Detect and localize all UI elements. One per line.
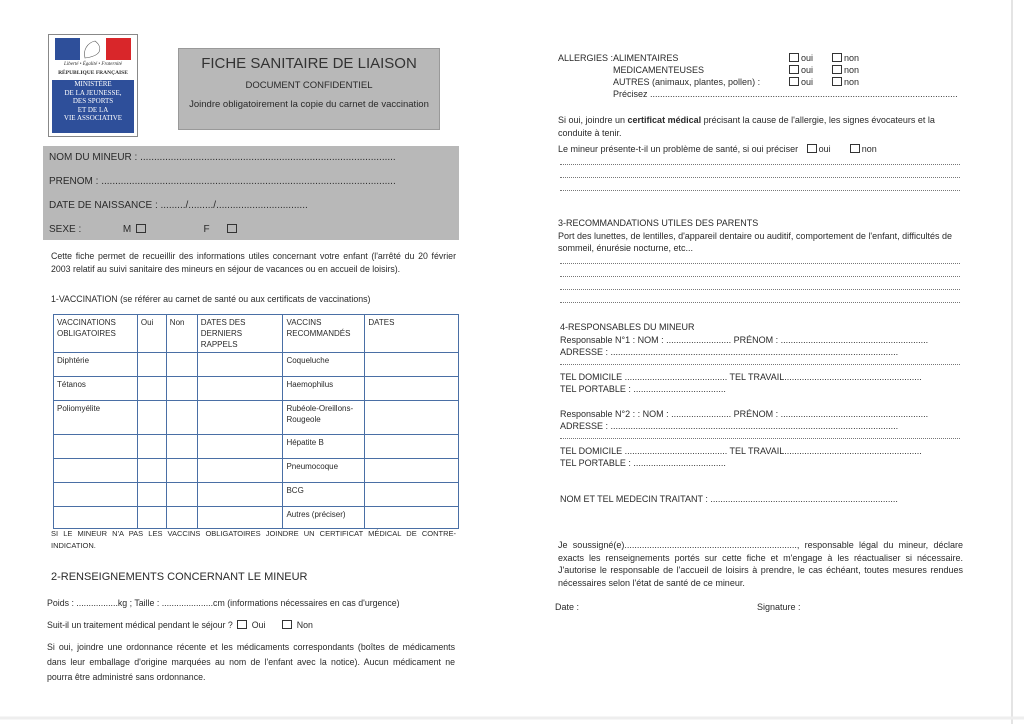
no-label: non	[844, 77, 860, 87]
table-header-row	[54, 315, 459, 353]
title-box	[178, 48, 440, 130]
logo-line: ET DE LA	[77, 105, 109, 114]
yes-cell[interactable]	[137, 353, 166, 377]
sex-row	[49, 224, 239, 235]
allergy-medication-options	[787, 65, 859, 75]
header-obligatory: VACCINATIONS OBLIGATOIRES	[54, 315, 138, 353]
yes-cell[interactable]	[137, 377, 166, 401]
date-cell[interactable]	[365, 377, 459, 401]
health-no-checkbox[interactable]	[850, 144, 860, 153]
certificate-bold: certificat médical	[627, 115, 702, 125]
section-2-title: 2-RENSEIGNEMENTS CONCERNANT LE MINEUR	[51, 571, 308, 583]
logo-ministry-block	[52, 80, 134, 133]
section-3-title: 3-RECOMMANDATIONS UTILES DES PARENTS	[558, 218, 759, 228]
treatment-yes-checkbox[interactable]	[237, 620, 247, 629]
yes-cell[interactable]	[137, 435, 166, 459]
no-cell[interactable]	[166, 353, 197, 377]
booster-date-cell[interactable]	[197, 353, 283, 377]
logo-line: DE LA JEUNESSE,	[64, 88, 122, 97]
header-recommended: VACCINS RECOMMANDÉS	[283, 315, 365, 353]
recommendation-line[interactable]	[560, 276, 960, 277]
female-checkbox[interactable]	[227, 224, 237, 233]
table-row	[54, 401, 459, 435]
treatment-no-checkbox[interactable]	[282, 620, 292, 629]
minor-firstname-field[interactable]: PRENOM : ..........................................................................................................	[49, 176, 396, 187]
logo-line: VIE ASSOCIATIVE	[63, 114, 123, 122]
recommendation-line[interactable]	[560, 289, 960, 290]
vaccine-note: SI LE MINEUR N'A PAS LES VACCINS OBLIGATOIRES JOINDRE UN CERTIFICAT MÉDICAL DE CONTRE-INDICATION.	[51, 529, 456, 550]
no-label: non	[861, 144, 877, 154]
booster-date-cell[interactable]	[197, 483, 283, 507]
obligatory-vaccine: Poliomyélite	[54, 401, 138, 435]
confidential-label: DOCUMENT CONFIDENTIEL	[245, 80, 373, 91]
table-row	[54, 377, 459, 401]
weight-height-field[interactable]: Poids : .................kg ; Taille : .....................cm (informations nécessaires en cas d'urgence)	[47, 598, 400, 608]
responsible-2-address[interactable]: ADRESSE : ...................................................................................................................	[560, 421, 899, 431]
identity-box	[43, 146, 459, 240]
food-no-checkbox[interactable]	[832, 53, 842, 62]
recommendation-line[interactable]	[560, 263, 960, 264]
recommended-vaccine: BCG	[283, 483, 365, 507]
table-row	[54, 483, 459, 507]
yes-label: oui	[801, 65, 814, 75]
vaccination-table	[53, 314, 459, 529]
medication-yes-checkbox[interactable]	[789, 65, 799, 74]
responsible-2-phones[interactable]: TEL DOMICILE ......................................... TEL TRAVAIL.......................................................	[560, 446, 922, 456]
date-cell[interactable]	[365, 353, 459, 377]
allergy-details-field[interactable]: Précisez ...........................................................................................................................	[613, 89, 958, 99]
declaration-paragraph: Je soussigné(e)....................................................................., responsable légal du mineur, déclare exacts les renseignements portés sur cette fiche et m'engage à les réactualiser si nécessaire. J'autorise le responsable de l'accueil de loisirs à prendre, le cas échéant, toutes mesures rendues nécessaires selon l'état de santé de ce mineur.	[558, 540, 963, 588]
female-label: F	[203, 224, 210, 235]
no-cell[interactable]	[166, 377, 197, 401]
yes-label: oui	[801, 53, 814, 63]
prescription-paragraph: Si oui, joindre une ordonnance récente et les médicaments correspondants (boîtes de médicaments dans leur emballage d'origine marquées au nom de l'enfant avec la notice). Aucun médicament ne pourra être administré sans ordonnance.	[47, 642, 455, 682]
yes-cell[interactable]	[137, 483, 166, 507]
no-label: non	[844, 53, 860, 63]
obligatory-vaccine	[54, 507, 138, 529]
date-cell[interactable]	[365, 435, 459, 459]
sex-label: SEXE :	[49, 224, 82, 235]
recommended-vaccine: Haemophilus	[283, 377, 365, 401]
treatment-row	[47, 619, 313, 632]
recommended-vaccine: Rubéole-Oreillons-Rougeole	[283, 401, 365, 435]
yes-label: oui	[801, 77, 814, 87]
vaccination-instruction: Joindre obligatoirement la copie du carnet de vaccination	[189, 99, 429, 110]
table-row	[54, 459, 459, 483]
booster-date-cell[interactable]	[197, 401, 283, 435]
obligatory-vaccine: Diphtérie	[54, 353, 138, 377]
birthdate-field[interactable]: DATE DE NAISSANCE : ........./........./.................................	[49, 200, 308, 211]
responsible-1-field[interactable]: Responsable N°1 : NOM : .......................... PRÉNOM : ...........................................................	[560, 335, 929, 345]
no-cell[interactable]	[166, 507, 197, 529]
allergy-medication: MEDICAMENTEUSES	[613, 65, 705, 75]
no-cell[interactable]	[166, 459, 197, 483]
doctor-field[interactable]: NOM ET TEL MEDECIN TRAITANT : ...........................................................................	[560, 494, 898, 504]
table-row	[54, 353, 459, 377]
address-line[interactable]	[560, 364, 960, 365]
obligatory-vaccine	[54, 459, 138, 483]
treatment-question: Suit-il un traitement médical pendant le séjour ?	[47, 620, 233, 630]
section-4-title: 4-RESPONSABLES DU MINEUR	[560, 322, 695, 332]
booster-date-cell[interactable]	[197, 459, 283, 483]
health-problem-question: Le mineur présente-t-il un problème de santé, si oui préciser	[558, 144, 799, 154]
recommended-vaccine: Coqueluche	[283, 353, 365, 377]
signature-label[interactable]: Signature :	[757, 602, 801, 612]
no-cell[interactable]	[166, 401, 197, 435]
medication-no-checkbox[interactable]	[832, 65, 842, 74]
treatment-yes-label: Oui	[251, 620, 266, 630]
food-yes-checkbox[interactable]	[789, 53, 799, 62]
minor-name-field[interactable]: NOM DU MINEUR : ............................................................................................	[49, 152, 396, 163]
allergy-other-options	[787, 77, 859, 87]
male-checkbox[interactable]	[136, 224, 146, 233]
logo-motto: Liberté • Égalité • Fraternité	[64, 62, 122, 67]
recommendations-text: Port des lunettes, de lentilles, d'appareil dentaire ou auditif, comportement de l'enfant, difficultés de sommeil, énurésie nocturne, etc...	[558, 231, 953, 253]
ministry-logo	[48, 34, 138, 137]
yes-cell[interactable]	[137, 401, 166, 435]
logo-republic: RÉPUBLIQUE FRANÇAISE	[58, 70, 128, 76]
obligatory-vaccine	[54, 435, 138, 459]
yes-label: oui	[818, 144, 831, 154]
intro-paragraph: Cette fiche permet de recueillir des informations utiles concernant votre enfant (l'arrêté du 20 février 2003 relatif au suivi sanitaire des mineurs en séjour de vacances ou en accueil de loisirs).	[51, 251, 456, 274]
table-row	[54, 507, 459, 529]
certificate-paragraph	[558, 114, 963, 139]
other-yes-checkbox[interactable]	[789, 77, 799, 86]
date-cell[interactable]	[365, 507, 459, 529]
recommended-vaccine: Pneumocoque	[283, 459, 365, 483]
yes-cell[interactable]	[137, 459, 166, 483]
health-problem-row	[558, 144, 877, 154]
health-line[interactable]	[560, 164, 960, 165]
recommendation-line[interactable]	[560, 302, 960, 303]
certificate-text-pre: Si oui, joindre un	[558, 115, 628, 125]
address-line[interactable]	[560, 438, 960, 439]
header-dates: DATES	[365, 315, 459, 353]
treatment-no-label: Non	[296, 620, 313, 630]
date-cell[interactable]	[365, 401, 459, 435]
obligatory-vaccine	[54, 483, 138, 507]
allergy-food: ALIMENTAIRES	[613, 53, 679, 63]
date-label[interactable]: Date :	[555, 602, 580, 612]
booster-date-cell[interactable]	[197, 377, 283, 401]
health-line[interactable]	[560, 177, 960, 178]
allergies-label: ALLERGIES :	[558, 53, 614, 63]
no-label: non	[844, 65, 860, 75]
date-cell[interactable]	[365, 459, 459, 483]
header-last-boosters: DATES DES DERNIERS RAPPELS	[197, 315, 283, 353]
allergy-food-options	[787, 53, 859, 63]
header-yes: Oui	[137, 315, 166, 353]
document-title: FICHE SANITAIRE DE LIAISON	[201, 55, 417, 72]
responsible-2-mobile[interactable]: TEL PORTABLE : .....................................	[560, 458, 726, 468]
responsible-1-phones[interactable]: TEL DOMICILE ......................................... TEL TRAVAIL.......................................................	[560, 372, 922, 382]
responsible-2-field[interactable]: Responsable N°2 : : NOM : ........................ PRÉNOM : ...........................................................	[560, 409, 929, 419]
allergy-other: AUTRES (animaux, plantes, pollen) :	[613, 77, 761, 87]
logo-line: DES SPORTS	[72, 97, 114, 105]
obligatory-vaccine: Tétanos	[54, 377, 138, 401]
no-cell[interactable]	[166, 435, 197, 459]
responsible-1-address[interactable]: ADRESSE : ...................................................................................................................	[560, 347, 899, 357]
recommended-vaccine: Autres (préciser)	[283, 507, 365, 529]
logo-line: MINISTÈRE	[74, 80, 112, 88]
marianne-flag-icon	[55, 38, 131, 60]
health-yes-checkbox[interactable]	[807, 144, 817, 153]
responsible-1-mobile[interactable]: TEL PORTABLE : .....................................	[560, 384, 726, 394]
table-row	[54, 435, 459, 459]
no-cell[interactable]	[166, 483, 197, 507]
health-line[interactable]	[560, 190, 960, 191]
certificate-text-post: précisant la cause de l'allergie, les signes évocateurs et la conduite à tenir.	[558, 115, 935, 138]
recommended-vaccine: Hépatite B	[283, 435, 365, 459]
male-label: M	[122, 224, 132, 235]
date-cell[interactable]	[365, 483, 459, 507]
section-1-title: 1-VACCINATION (se référer au carnet de santé ou aux certificats de vaccinations)	[51, 294, 371, 304]
booster-date-cell[interactable]	[197, 435, 283, 459]
other-no-checkbox[interactable]	[832, 77, 842, 86]
booster-date-cell[interactable]	[197, 507, 283, 529]
header-no: Non	[166, 315, 197, 353]
yes-cell[interactable]	[137, 507, 166, 529]
